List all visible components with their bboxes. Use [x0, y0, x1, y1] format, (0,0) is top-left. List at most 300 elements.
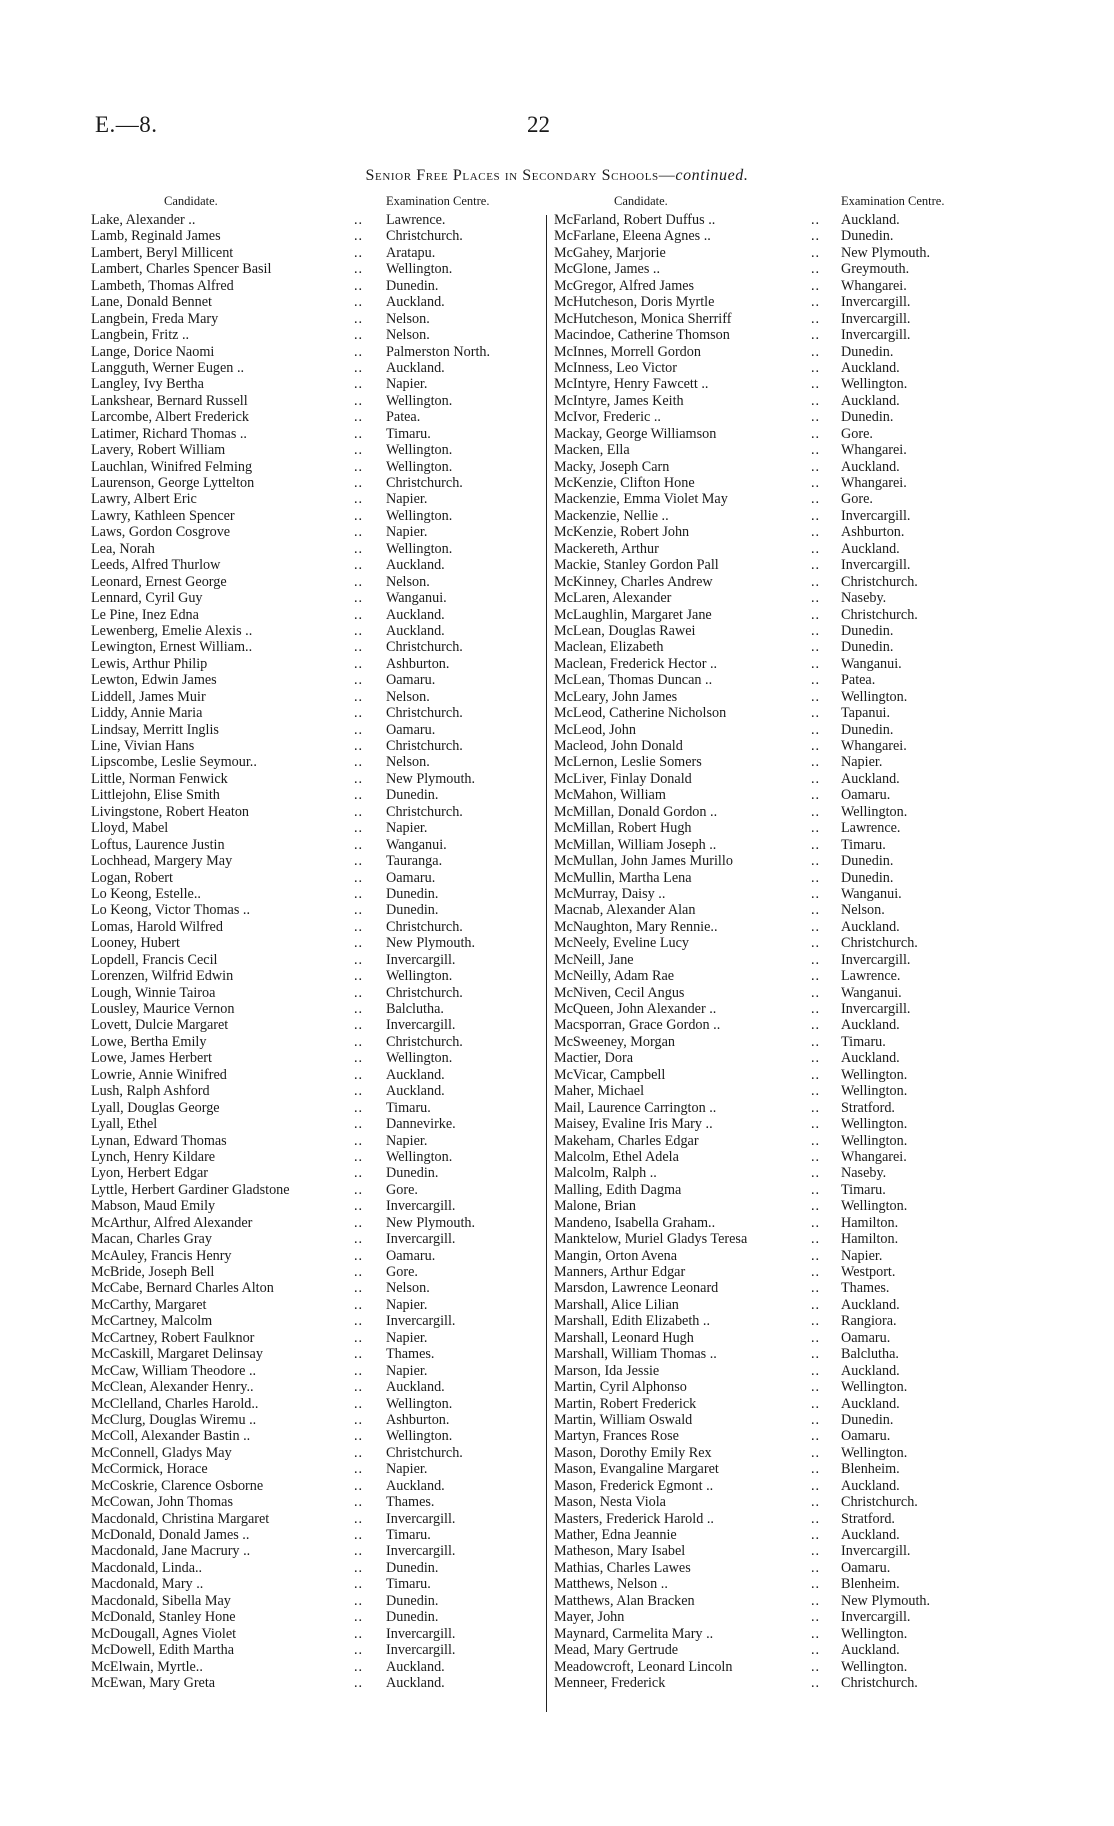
candidate-row — [554, 1264, 1054, 1280]
leader-dots: .. — [354, 935, 364, 952]
leader-dots: .. — [354, 277, 364, 294]
candidate-row — [86, 294, 546, 310]
candidate-name: McCaw, William Theodore .. — [91, 1362, 257, 1379]
leader-dots: .. — [811, 738, 821, 754]
candidate-name: Lo Keong, Estelle.. — [91, 885, 201, 902]
examination-centre: Napier. — [841, 754, 883, 771]
leader-dots: .. — [354, 392, 364, 409]
centre-header: Examination Centre. — [386, 194, 490, 208]
examination-centre: Dunedin. — [841, 1411, 894, 1428]
candidate-name: Looney, Hubert — [91, 935, 180, 952]
leader-dots: .. — [354, 573, 364, 590]
candidate-name: McCormick, Horace — [91, 1461, 208, 1478]
page-title — [0, 167, 1114, 185]
candidate-row — [86, 1297, 546, 1313]
candidate-row — [554, 327, 1054, 343]
examination-centre: Balclutha. — [841, 1346, 899, 1363]
leader-dots: .. — [354, 1214, 364, 1231]
candidate-row — [86, 1330, 546, 1346]
leader-dots: .. — [811, 524, 821, 541]
candidate-row — [554, 574, 1054, 590]
candidate-row — [554, 261, 1054, 277]
examination-centre: Wanganui. — [841, 655, 902, 672]
leader-dots: .. — [811, 1494, 821, 1511]
candidate-row — [554, 722, 1054, 738]
examination-centre: Napier. — [386, 491, 428, 508]
candidate-row — [86, 870, 546, 886]
candidate-name: McMullin, Martha Lena — [554, 869, 692, 886]
leader-dots: .. — [811, 1395, 821, 1412]
examination-centre: Napier. — [386, 1132, 428, 1149]
examination-centre: Lawrence. — [841, 820, 901, 837]
candidate-name: Leonard, Ernest George — [91, 573, 227, 590]
candidate-name: Mackay, George Williamson — [554, 425, 717, 442]
candidate-row — [554, 1231, 1054, 1247]
candidate-name: Maclean, Elizabeth — [554, 639, 664, 656]
candidate-name: McIntyre, Henry Fawcett .. — [554, 376, 709, 393]
candidate-name: McArthur, Alfred Alexander — [91, 1214, 253, 1231]
candidate-row — [86, 1165, 546, 1181]
examination-centre: Auckland. — [841, 918, 900, 935]
candidate-row — [554, 1560, 1054, 1576]
leader-dots: .. — [811, 1132, 821, 1149]
candidate-row — [86, 228, 546, 244]
examination-centre: Wanganui. — [386, 836, 447, 853]
leader-dots: .. — [811, 672, 821, 689]
leader-dots: .. — [354, 310, 364, 327]
leader-dots: .. — [354, 1296, 364, 1313]
candidate-row — [554, 1280, 1054, 1296]
candidate-name: Littlejohn, Elise Smith — [91, 787, 220, 804]
examination-centre: Stratford. — [841, 1510, 895, 1527]
examination-centre: Dunedin. — [841, 622, 894, 639]
examination-centre: Christchurch. — [841, 935, 918, 952]
leader-dots: .. — [811, 918, 821, 935]
candidate-name: McEwan, Mary Greta — [91, 1674, 216, 1691]
leader-dots: .. — [354, 1609, 364, 1626]
examination-centre: Dunedin. — [386, 1592, 439, 1609]
leader-dots: .. — [354, 359, 364, 376]
candidate-name: Lloyd, Mabel — [91, 820, 169, 837]
candidate-row — [554, 705, 1054, 721]
candidate-row — [86, 787, 546, 803]
leader-dots: .. — [811, 1527, 821, 1543]
leader-dots: .. — [354, 770, 364, 787]
leader-dots: .. — [354, 853, 364, 870]
candidate-row — [554, 1346, 1054, 1362]
candidate-row — [554, 738, 1054, 754]
candidate-row — [86, 1412, 546, 1428]
examination-centre: Oamaru. — [841, 1329, 891, 1346]
examination-centre: Auckland. — [386, 1083, 445, 1100]
candidate-row — [86, 311, 546, 327]
examination-centre: Nelson. — [386, 1280, 430, 1297]
examination-centre: Oamaru. — [841, 787, 891, 804]
examination-centre: Auckland. — [841, 1477, 900, 1494]
leader-dots: .. — [354, 1148, 364, 1165]
candidate-name: McCabe, Bernard Charles Alton — [91, 1280, 274, 1297]
examination-centre: Thames. — [841, 1280, 890, 1297]
candidate-name: Marshall, Edith Elizabeth .. — [554, 1313, 711, 1330]
candidate-row — [86, 804, 546, 820]
candidate-row — [554, 985, 1054, 1001]
leader-dots: .. — [354, 918, 364, 935]
examination-centre: Lawrence. — [386, 212, 446, 228]
examination-centre: Dunedin. — [386, 1609, 439, 1626]
candidate-row — [86, 1659, 546, 1675]
leader-dots: .. — [811, 409, 821, 426]
leader-dots: .. — [811, 803, 821, 820]
candidate-name: McLaren, Alexander — [554, 590, 672, 607]
candidate-name: McLeod, Catherine Nicholson — [554, 705, 727, 722]
examination-centre: Wellington. — [841, 1379, 908, 1396]
examination-centre: Palmerston North. — [386, 343, 491, 360]
leader-dots: .. — [811, 376, 821, 393]
leader-dots: .. — [354, 327, 364, 344]
leader-dots: .. — [811, 622, 821, 639]
examination-centre: Oamaru. — [386, 1247, 436, 1264]
candidate-row — [554, 935, 1054, 951]
page-number: 22 — [527, 112, 550, 137]
candidate-name: McFarlane, Eleena Agnes .. — [554, 228, 711, 245]
candidate-row — [86, 1478, 546, 1494]
candidate-row — [554, 1116, 1054, 1132]
leader-dots: .. — [354, 836, 364, 853]
candidate-name: McHutcheson, Doris Myrtle — [554, 294, 715, 311]
candidate-name: Lyon, Herbert Edgar — [91, 1165, 209, 1182]
examination-centre: Napier. — [386, 820, 428, 837]
candidate-name: McGregor, Alfred James — [554, 277, 695, 294]
leader-dots: .. — [354, 458, 364, 475]
leader-dots: .. — [354, 1198, 364, 1215]
leader-dots: .. — [811, 787, 821, 804]
examination-centre: Blenheim. — [841, 1576, 900, 1593]
leader-dots: .. — [354, 507, 364, 524]
candidate-row — [86, 1034, 546, 1050]
candidate-name: Martin, Robert Frederick — [554, 1395, 697, 1412]
examination-centre: Whangarei. — [841, 1148, 907, 1165]
candidate-name: Matthews, Nelson .. — [554, 1576, 668, 1593]
leader-dots: .. — [354, 820, 364, 837]
leader-dots: .. — [354, 376, 364, 393]
candidate-row — [86, 426, 546, 442]
candidate-name: Makeham, Charles Edgar — [554, 1132, 699, 1149]
candidate-row — [86, 985, 546, 1001]
examination-centre: Oamaru. — [841, 1559, 891, 1576]
candidate-row — [554, 804, 1054, 820]
examination-centre: Nelson. — [386, 310, 430, 327]
examination-centre: Invercargill. — [841, 327, 911, 344]
candidate-name: Macdonald, Jane Macrury .. — [91, 1543, 251, 1560]
examination-centre: Wellington. — [386, 1428, 453, 1445]
leader-dots: .. — [354, 1116, 364, 1133]
leader-dots: .. — [354, 1411, 364, 1428]
candidate-name: McDougall, Agnes Violet — [91, 1625, 237, 1642]
examination-centre: Rangiora. — [841, 1313, 897, 1330]
candidate-name: Laurenson, George Lyttelton — [91, 475, 255, 491]
examination-centre: Wellington. — [841, 1132, 908, 1149]
examination-centre: Invercargill. — [841, 310, 911, 327]
candidate-row — [554, 919, 1054, 935]
leader-dots: .. — [354, 1379, 364, 1396]
candidate-name: Logan, Robert — [91, 869, 173, 886]
centre-header: Examination Centre. — [841, 194, 945, 208]
candidate-row — [554, 1428, 1054, 1444]
leader-dots: .. — [811, 1280, 821, 1297]
candidate-row — [86, 639, 546, 655]
leader-dots: .. — [354, 244, 364, 261]
candidate-row — [554, 590, 1054, 606]
candidate-row — [86, 1445, 546, 1461]
leader-dots: .. — [811, 540, 821, 557]
leader-dots: .. — [354, 705, 364, 722]
examination-centre: Napier. — [386, 524, 428, 541]
candidate-name: Lomas, Harold Wilfred — [91, 918, 223, 935]
leader-dots: .. — [811, 277, 821, 294]
leader-dots: .. — [354, 1017, 364, 1034]
candidate-name: McLiver, Finlay Donald — [554, 770, 692, 787]
candidate-name: Maisey, Evaline Iris Mary .. — [554, 1116, 713, 1133]
examination-centre: Dunedin. — [841, 721, 894, 738]
candidate-name: Macdonald, Mary .. — [91, 1576, 204, 1593]
candidate-row — [554, 607, 1054, 623]
candidate-name: McGlone, James .. — [554, 261, 660, 278]
leader-dots: .. — [354, 1559, 364, 1576]
examination-centre: Auckland. — [841, 212, 900, 228]
candidate-name: Macleod, John Donald — [554, 738, 683, 754]
candidate-row — [86, 1642, 546, 1658]
candidate-row — [86, 1313, 546, 1329]
candidate-row — [554, 442, 1054, 458]
examination-centre: Dunedin. — [841, 409, 894, 426]
examination-centre: Lawrence. — [841, 968, 901, 985]
examination-centre: Christchurch. — [386, 803, 463, 820]
examination-centre: Nelson. — [386, 754, 430, 771]
leader-dots: .. — [354, 1280, 364, 1297]
examination-centre: Auckland. — [386, 606, 445, 623]
candidate-header: Candidate. — [164, 194, 218, 208]
candidate-row — [86, 590, 546, 606]
examination-centre: Ashburton. — [386, 1411, 450, 1428]
leader-dots: .. — [811, 1379, 821, 1396]
candidate-name: McFarland, Robert Duffus .. — [554, 212, 716, 228]
candidate-row — [86, 409, 546, 425]
examination-centre: Whangarei. — [841, 738, 907, 754]
leader-dots: .. — [811, 1510, 821, 1527]
examination-centre: Napier. — [386, 376, 428, 393]
examination-centre: Dunedin. — [386, 885, 439, 902]
candidate-row — [86, 278, 546, 294]
candidate-row — [86, 886, 546, 902]
examination-centre: Auckland. — [841, 1362, 900, 1379]
candidate-name: McClurg, Douglas Wiremu .. — [91, 1411, 257, 1428]
leader-dots: .. — [811, 1231, 821, 1248]
candidate-name: Mail, Laurence Carrington .. — [554, 1099, 717, 1116]
candidate-name: Macdonald, Christina Margaret — [91, 1510, 270, 1527]
candidate-name: Mead, Mary Gertrude — [554, 1642, 679, 1659]
leader-dots: .. — [811, 1674, 821, 1691]
leader-dots: .. — [811, 705, 821, 722]
leader-dots: .. — [811, 820, 821, 837]
candidate-name: Lea, Norah — [91, 540, 155, 557]
leader-dots: .. — [354, 902, 364, 919]
candidate-name: McKenzie, Robert John — [554, 524, 690, 541]
leader-dots: .. — [354, 1362, 364, 1379]
leader-dots: .. — [354, 1576, 364, 1593]
examination-centre: Hamilton. — [841, 1231, 899, 1248]
leader-dots: .. — [354, 1346, 364, 1363]
candidate-name: McDonald, Stanley Hone — [91, 1609, 236, 1626]
examination-centre: Dunedin. — [841, 639, 894, 656]
candidate-row — [86, 1133, 546, 1149]
leader-dots: .. — [354, 1329, 364, 1346]
leader-dots: .. — [354, 1527, 364, 1543]
candidate-row — [86, 1543, 546, 1559]
examination-centre: Auckland. — [386, 1674, 445, 1691]
candidate-row — [86, 853, 546, 869]
examination-centre: Ashburton. — [386, 655, 450, 672]
candidate-row — [86, 1116, 546, 1132]
candidate-row — [554, 1576, 1054, 1592]
examination-centre: Wellington. — [841, 1658, 908, 1675]
examination-centre: Nelson. — [386, 573, 430, 590]
candidate-name: McAuley, Francis Henry — [91, 1247, 232, 1264]
leader-dots: .. — [811, 1461, 821, 1478]
examination-centre: Auckland. — [386, 294, 445, 311]
examination-centre: Dunedin. — [386, 787, 439, 804]
leader-dots: .. — [811, 869, 821, 886]
examination-centre: Timaru. — [841, 836, 886, 853]
candidate-name: Lovett, Dulcie Margaret — [91, 1017, 229, 1034]
examination-centre: Wanganui. — [841, 984, 902, 1001]
leader-dots: .. — [354, 721, 364, 738]
examination-centre: Auckland. — [841, 1642, 900, 1659]
candidate-row — [554, 1215, 1054, 1231]
examination-centre: Gore. — [841, 491, 873, 508]
examination-centre: Auckland. — [841, 770, 900, 787]
examination-centre: Wellington. — [386, 458, 453, 475]
candidate-row — [86, 738, 546, 754]
examination-centre: Wellington. — [841, 1066, 908, 1083]
candidate-row — [86, 1527, 546, 1543]
candidate-name: McDowell, Edith Martha — [91, 1642, 235, 1659]
examination-centre: Christchurch. — [386, 705, 463, 722]
candidate-name: McMillan, Robert Hugh — [554, 820, 692, 837]
examination-centre: Auckland. — [841, 392, 900, 409]
leader-dots: .. — [811, 606, 821, 623]
candidate-row — [554, 1593, 1054, 1609]
candidate-row — [86, 1593, 546, 1609]
leader-dots: .. — [811, 458, 821, 475]
candidate-header: Candidate. — [614, 194, 668, 208]
candidate-row — [554, 344, 1054, 360]
candidate-row — [86, 1494, 546, 1510]
candidate-row — [86, 1248, 546, 1264]
examination-centre: Timaru. — [841, 1033, 886, 1050]
candidate-row — [554, 541, 1054, 557]
candidate-row — [554, 787, 1054, 803]
leader-dots: .. — [354, 688, 364, 705]
examination-centre: Invercargill. — [841, 557, 911, 574]
candidate-name: McHutcheson, Monica Sherriff — [554, 310, 732, 327]
leader-dots: .. — [811, 836, 821, 853]
candidate-name: McVicar, Campbell — [554, 1066, 666, 1083]
candidate-name: Matthews, Alan Bracken — [554, 1592, 695, 1609]
candidate-row — [554, 656, 1054, 672]
candidate-name: Lennard, Cyril Guy — [91, 590, 203, 607]
examination-centre: Christchurch. — [386, 738, 463, 754]
leader-dots: .. — [354, 343, 364, 360]
candidate-name: McIvor, Frederic .. — [554, 409, 661, 426]
leader-dots: .. — [354, 1050, 364, 1067]
examination-centre: Patea. — [386, 409, 421, 426]
candidate-name: Lousley, Maurice Vernon — [91, 1001, 235, 1017]
leader-dots: .. — [354, 672, 364, 689]
candidate-row — [554, 491, 1054, 507]
candidate-row — [86, 574, 546, 590]
candidate-row — [86, 1511, 546, 1527]
leader-dots: .. — [811, 1264, 821, 1280]
left-candidate-list — [86, 212, 546, 1691]
candidate-row — [86, 327, 546, 343]
examination-centre: Nelson. — [386, 327, 430, 344]
leader-dots: .. — [811, 327, 821, 344]
candidate-name: Malone, Brian — [554, 1198, 636, 1215]
leader-dots: .. — [354, 1231, 364, 1248]
candidate-row — [86, 1149, 546, 1165]
candidate-name: Mackereth, Arthur — [554, 540, 659, 557]
examination-centre: Oamaru. — [841, 1428, 891, 1445]
candidate-row — [86, 1017, 546, 1033]
candidate-row — [86, 1100, 546, 1116]
examination-centre: Wellington. — [386, 1395, 453, 1412]
leader-dots: .. — [811, 212, 821, 228]
candidate-name: Macdonald, Sibella May — [91, 1592, 231, 1609]
candidate-name: Lambert, Charles Spencer Basil — [91, 261, 272, 278]
candidate-name: McSweeney, Morgan — [554, 1033, 675, 1050]
candidate-name: Mabson, Maud Emily — [91, 1198, 216, 1215]
candidate-row — [554, 820, 1054, 836]
candidate-name: Macnab, Alexander Alan — [554, 902, 696, 919]
candidate-name: Lyttle, Herbert Gardiner Gladstone — [91, 1181, 290, 1198]
leader-dots: .. — [811, 1329, 821, 1346]
leader-dots: .. — [811, 1642, 821, 1659]
leader-dots: .. — [811, 902, 821, 919]
candidate-name: Mason, Dorothy Emily Rex — [554, 1444, 712, 1461]
candidate-row — [554, 1297, 1054, 1313]
leader-dots: .. — [354, 738, 364, 754]
leader-dots: .. — [811, 1017, 821, 1034]
examination-centre: Auckland. — [841, 1296, 900, 1313]
examination-centre: Wellington. — [386, 1050, 453, 1067]
leader-dots: .. — [354, 1033, 364, 1050]
candidate-row — [554, 475, 1054, 491]
candidate-name: Langbein, Freda Mary — [91, 310, 219, 327]
leader-dots: .. — [354, 409, 364, 426]
leader-dots: .. — [354, 261, 364, 278]
candidate-row — [86, 1560, 546, 1576]
examination-centre: Oamaru. — [386, 672, 436, 689]
examination-centre: Napier. — [841, 1247, 883, 1264]
examination-centre: Invercargill. — [841, 294, 911, 311]
candidate-row — [554, 409, 1054, 425]
candidate-name: Lopdell, Francis Cecil — [91, 951, 218, 968]
leader-dots: .. — [354, 803, 364, 820]
leader-dots: .. — [811, 491, 821, 508]
leader-dots: .. — [354, 1313, 364, 1330]
candidate-name: McDonald, Donald James .. — [91, 1527, 250, 1543]
candidate-name: Marshall, Alice Lilian — [554, 1296, 679, 1313]
